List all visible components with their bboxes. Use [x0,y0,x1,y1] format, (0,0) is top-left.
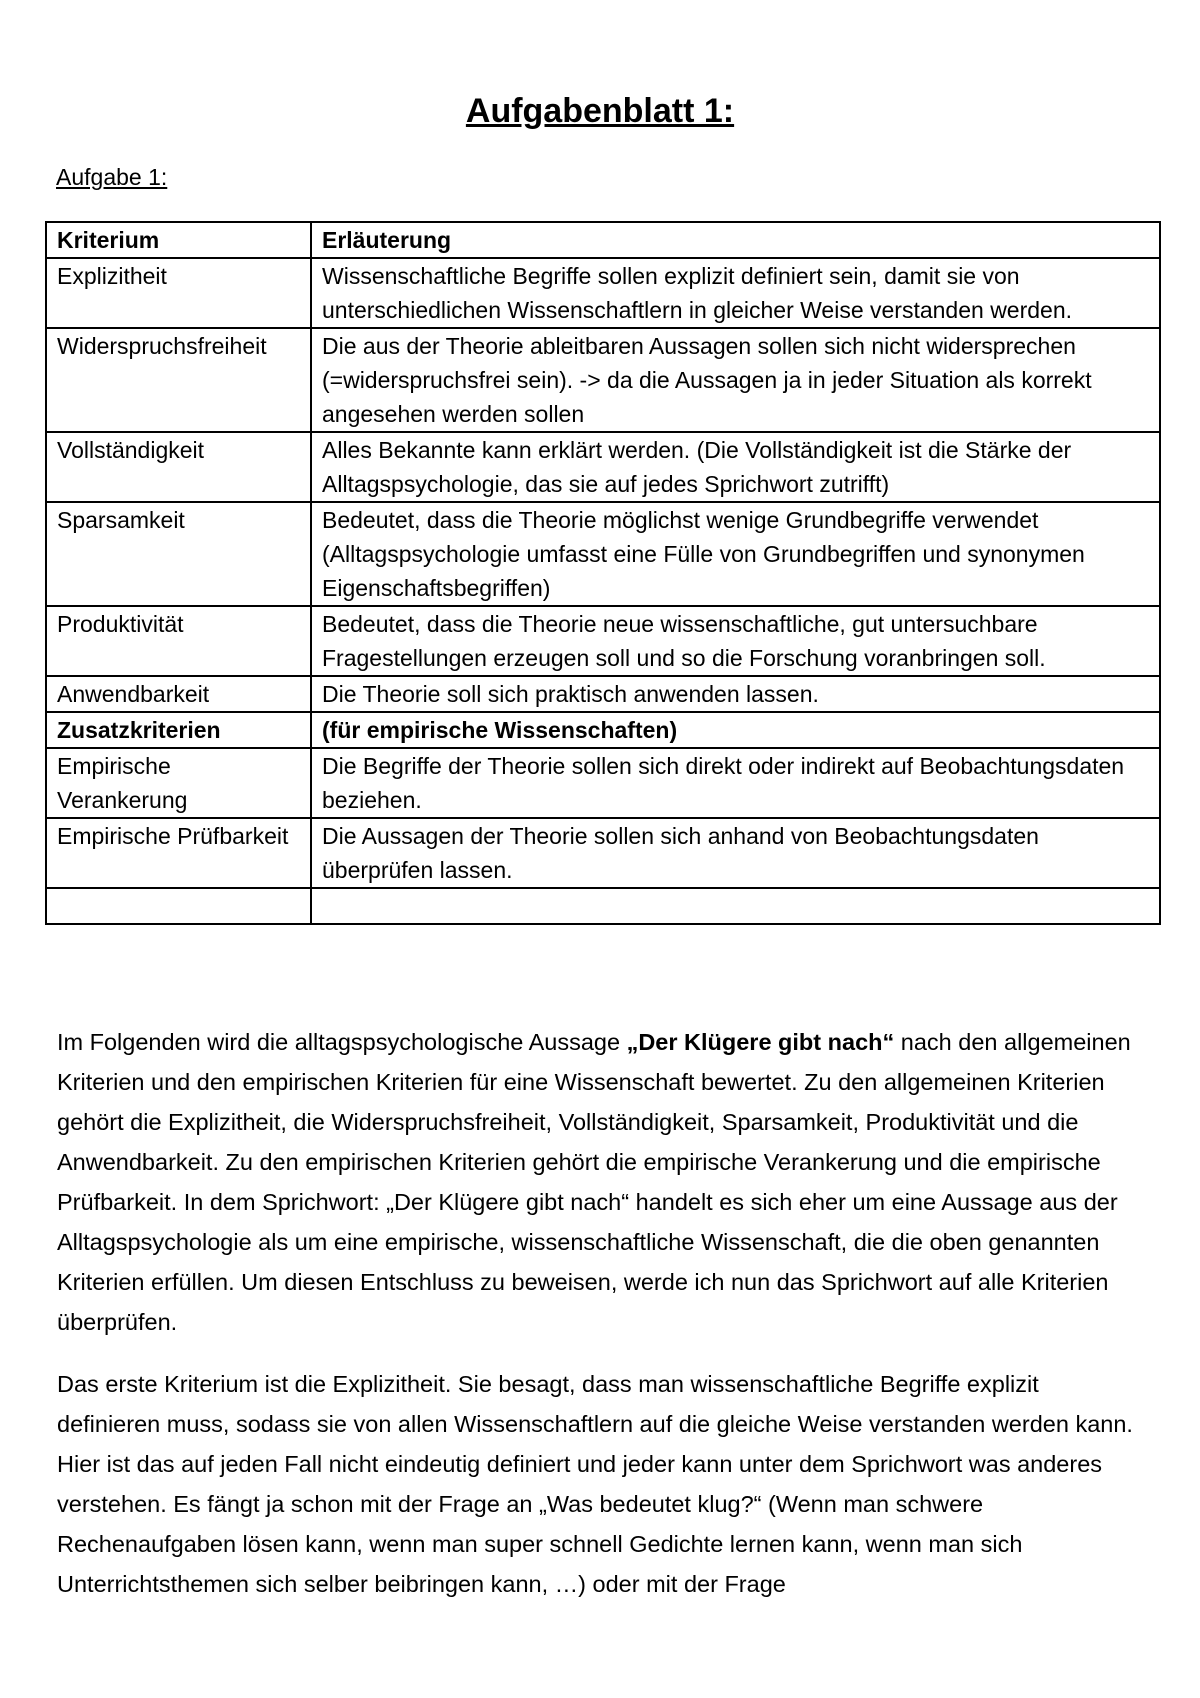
criterion-cell: Sparsamkeit [46,502,311,606]
task-heading: Aufgabe 1: [56,164,168,190]
criterion-cell: Anwendbarkeit [46,676,311,712]
table-row [46,606,1160,676]
table-header-row [46,222,1160,258]
explanation-cell: Die Begriffe der Theorie sollen sich direkt oder indirekt auf Beobachtungsdaten beziehen. [311,748,1160,818]
explicitness-paragraph [57,1364,1137,1604]
explanation-cell: Bedeutet, dass die Theorie möglichst wenige Grundbegriffe verwendet (Alltagspsychologie umfasst eine Fülle von Grundbegriffen und synonymen Eigenschaftsbegriffen) [311,502,1160,606]
explanation-cell: Die Aussagen der Theorie sollen sich anhand von Beobachtungsdaten überprüfen lassen. [311,818,1160,888]
criterion-cell: Empirische Verankerung [46,748,311,818]
header-criterion: Kriterium [46,222,311,258]
table-row [46,676,1160,712]
intro-paragraph [57,1022,1137,1342]
paragraph-text: nach den allgemeinen Kriterien und den empirischen Kriterien für eine Wissenschaft bewertet. Zu den allgemeinen Kriterien gehört die Explizitheit, die Widerspruchsfreiheit, Vollständigkeit, Sparsamkeit, Produktivität und die Anwendbarkeit. Zu den empirischen Kriterien gehört die empirische Verankerung und die empirische Prüfbarkeit. In dem Sprichwort: „Der Klügere gibt nach“ handelt es sich eher um eine Aussage aus der Alltagspsychologie als um eine empirische, wissenschaftliche Wissenschaft, die die oben genannten Kriterien erfüllen. Um diesen Entschluss zu beweisen, werde ich nun das Sprichwort auf alle Kriterien überprüfen. [57,1029,1131,1335]
table-row [46,818,1160,888]
explanation-cell: Wissenschaftliche Begriffe sollen explizit definiert sein, damit sie von unterschiedlichen Wissenschaftlern in gleicher Weise verstanden werden. [311,258,1160,328]
explanation-cell: Die Theorie soll sich praktisch anwenden lassen. [311,676,1160,712]
criteria-table [45,221,1161,925]
table-row [46,258,1160,328]
table-row [46,748,1160,818]
criterion-cell: Widerspruchsfreiheit [46,328,311,432]
table-row-section [46,712,1160,748]
header-explanation: Erläuterung [311,222,1160,258]
criterion-cell: Produktivität [46,606,311,676]
explanation-cell: Die aus der Theorie ableitbaren Aussagen sollen sich nicht widersprechen (=widerspruchsfrei sein). -> da die Aussagen ja in jeder Situation als korrekt angesehen werden sollen [311,328,1160,432]
table-row [46,328,1160,432]
explanation-cell [311,888,1160,924]
criterion-cell: Zusatzkriterien [46,712,311,748]
criterion-cell: Explizitheit [46,258,311,328]
paragraph-text: Im Folgenden wird die alltagspsychologische Aussage [57,1029,627,1055]
quoted-proverb: „Der Klügere gibt nach“ [626,1029,895,1055]
table-row-empty [46,888,1160,924]
criterion-cell [46,888,311,924]
table-row [46,502,1160,606]
table-row [46,432,1160,502]
criterion-cell: Empirische Prüfbarkeit [46,818,311,888]
page-title: Aufgabenblatt 1: [465,92,735,130]
paragraph-text: Das erste Kriterium ist die Explizitheit. Sie besagt, dass man wissenschaftliche Begriffe explizit definieren muss, sodass sie von allen Wissenschaftlern auf die gleiche Weise verstanden werden kann. Hier ist das auf jeden Fall nicht eindeutig definiert und jeder kann unter dem Sprichwort was anderes verstehen. Es fängt ja schon mit der Frage an „Was bedeutet klug?“ (Wenn man schwere Rechenaufgaben lösen kann, wenn man super schnell Gedichte lernen kann, wenn man sich Unterrichtsthemen sich selber beibringen kann, …) oder mit der Frage [57,1371,1133,1597]
criterion-cell: Vollständigkeit [46,432,311,502]
explanation-cell: (für empirische Wissenschaften) [311,712,1160,748]
explanation-cell: Bedeutet, dass die Theorie neue wissenschaftliche, gut untersuchbare Fragestellungen erzeugen soll und so die Forschung voranbringen soll. [311,606,1160,676]
explanation-cell: Alles Bekannte kann erklärt werden. (Die Vollständigkeit ist die Stärke der Alltagspsychologie, das sie auf jedes Sprichwort zutrifft) [311,432,1160,502]
